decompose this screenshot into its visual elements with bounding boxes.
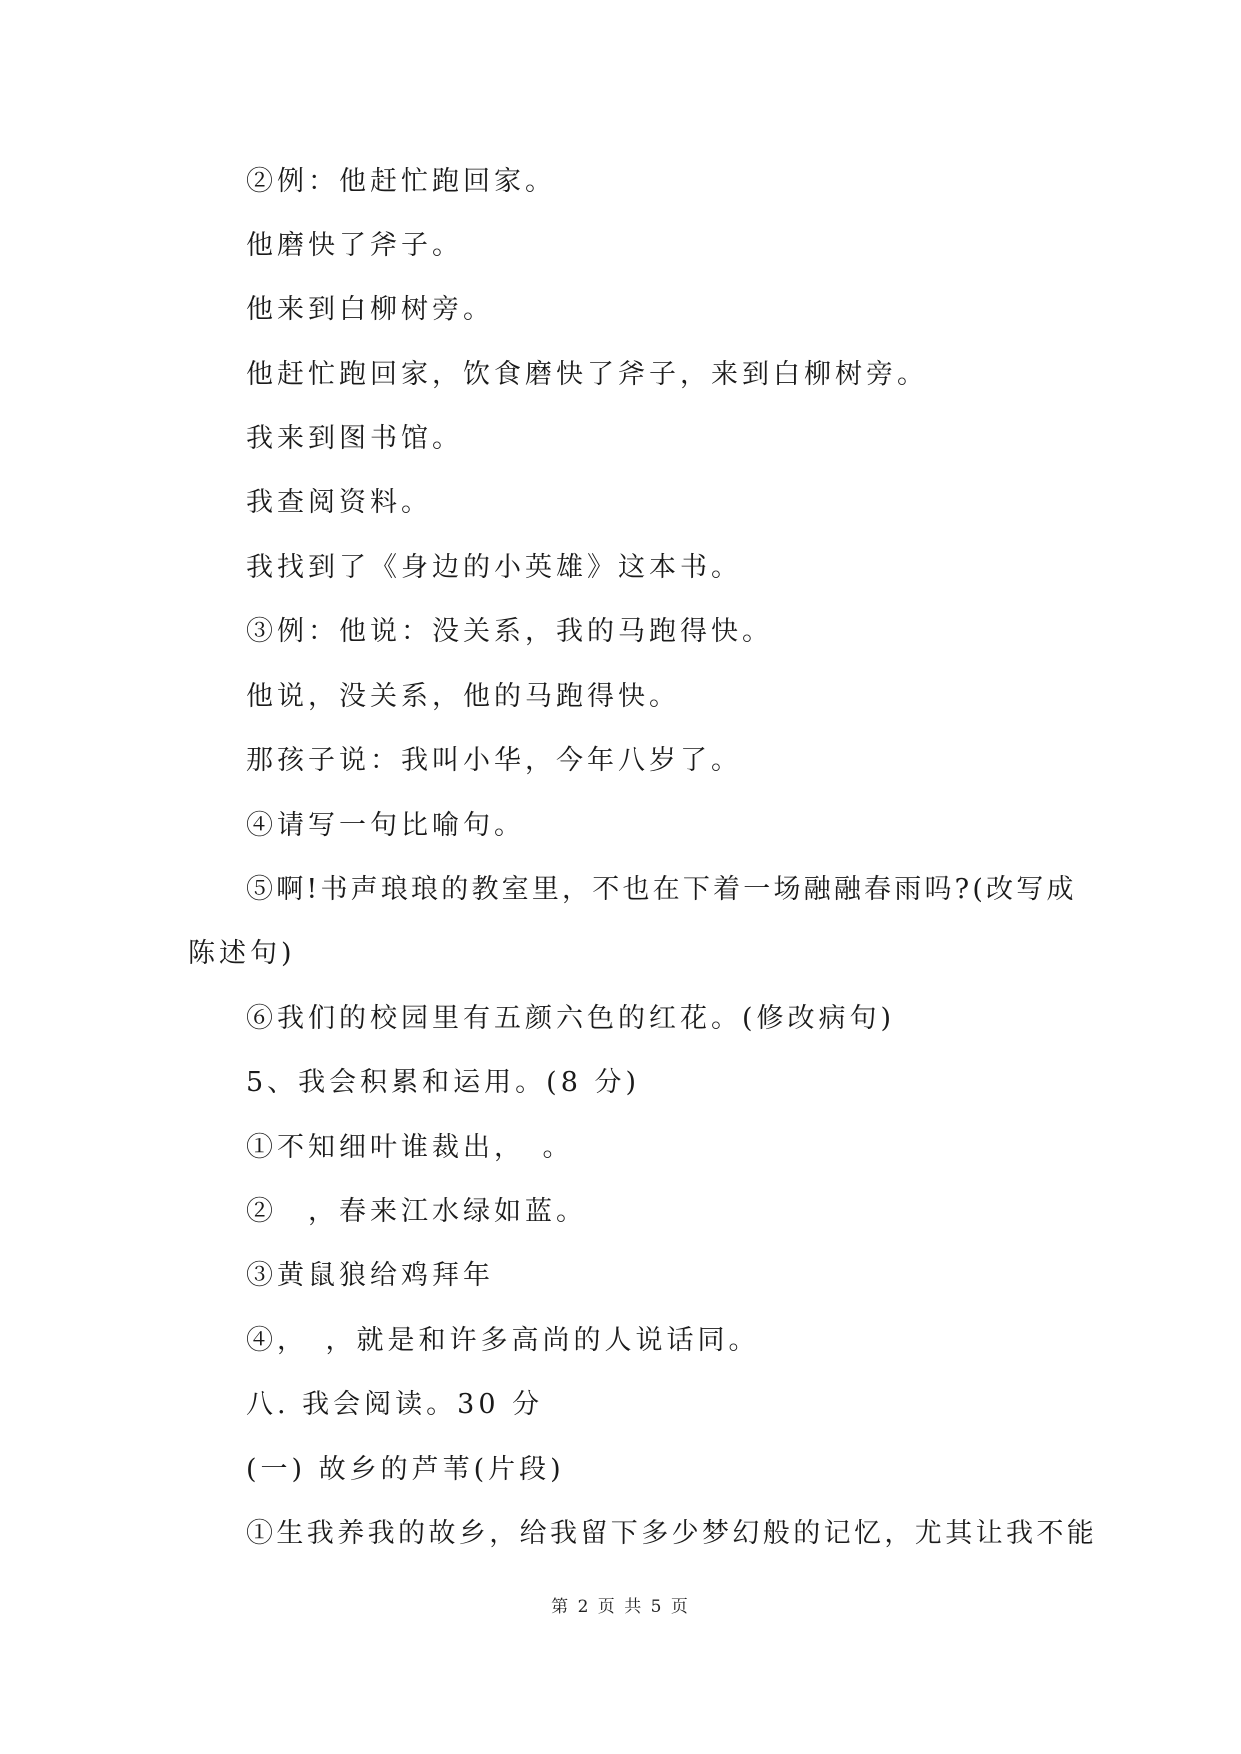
text-line: 他赶忙跑回家，饮食磨快了斧子，来到白柳树旁。 (246, 359, 928, 390)
page-footer: 第 2 页 共 5 页 (551, 1597, 690, 1617)
text-line: ②例：他赶忙跑回家。 (246, 166, 556, 197)
section-heading: 5、我会积累和运用。(8 分) (246, 1067, 641, 1098)
text-line: 他说，没关系，他的马跑得快。 (246, 681, 680, 712)
text-line: ② ，春来江水绿如蓝。 (246, 1196, 587, 1227)
text-line: ①生我养我的故乡，给我留下多少梦幻般的记忆，尤其让我不能 (246, 1518, 1098, 1549)
text-line: ④请写一句比喻句。 (246, 810, 525, 841)
text-line: ⑤啊!书声琅琅的教室里，不也在下着一场融融春雨吗?(改写成 (246, 874, 1077, 905)
text-line: 他磨快了斧子。 (246, 230, 463, 261)
text-line: 他来到白柳树旁。 (246, 294, 494, 325)
text-line: 我查阅资料。 (246, 487, 432, 518)
text-line: 那孩子说：我叫小华，今年八岁了。 (246, 745, 742, 776)
text-line: 陈述句) (188, 938, 296, 969)
text-line: ⑥我们的校园里有五颜六色的红花。(修改病句) (246, 1003, 896, 1034)
text-line: ③例：他说：没关系，我的马跑得快。 (246, 616, 773, 647)
text-line: ④， ，就是和许多高尚的人说话同。 (246, 1325, 760, 1356)
text-line: ③黄鼠狼给鸡拜年 (246, 1260, 494, 1291)
section-heading: 八. 我会阅读。30 分 (246, 1389, 544, 1420)
text-line: 我来到图书馆。 (246, 423, 463, 454)
text-line: ①不知细叶谁裁出， 。 (246, 1132, 574, 1163)
text-line: (一) 故乡的芦苇(片段) (246, 1454, 565, 1485)
text-line: 我找到了《身边的小英雄》这本书。 (246, 552, 742, 583)
